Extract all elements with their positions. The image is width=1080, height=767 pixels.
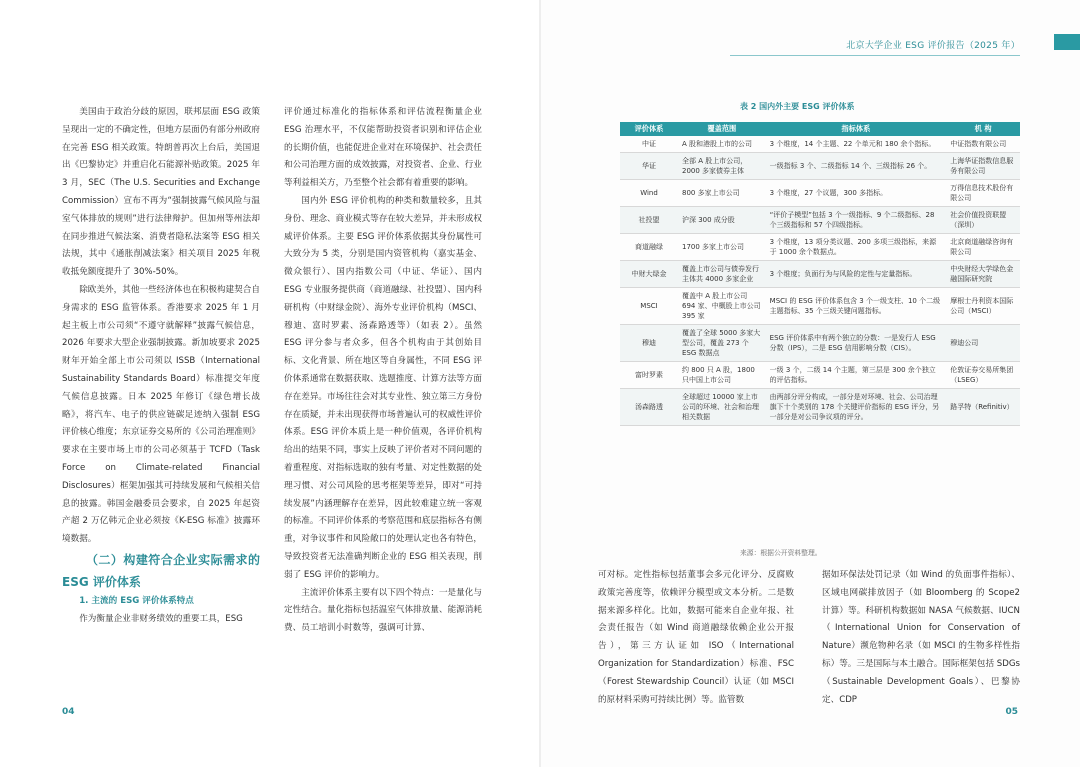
table-cell: 上海华证指数信息服务有限公司 — [946, 153, 1020, 180]
table-cell: 全部 A 股上市公司，2000 多家债券主体 — [678, 153, 766, 180]
table-cell: 由两部分评分构成，一部分是对环境、社会、公司治理旗下十个类别的 178 个关键评价指标的 ESG 评分，另一部分是对公司争议项的评分。 — [766, 389, 947, 426]
table-cell: 覆盖上市公司与债券发行主体共 4000 多家企业 — [678, 261, 766, 288]
table-cell: A 股和港股上市的公司 — [678, 136, 766, 153]
left-column-1 — [62, 104, 260, 629]
table-cell: “评价子模型”包括 3 个一级指标、9 个二级指标、28 个三级指标和 57 个四级指标。 — [766, 207, 947, 234]
table-cell: 一级 3 个，二级 14 个主题，第三层是 300 余个独立的评估指标。 — [766, 362, 947, 389]
table-cell: 社会价值投资联盟（深圳） — [946, 207, 1020, 234]
paragraph-four-features: 主流评价体系主要有以下四个特点：一是量化与定性结合。量化指标包括温室气体排放量、能源消耗费、员工培训小时数等，强调可计算、 — [284, 587, 482, 634]
page-number-right: 05 — [1005, 707, 1018, 717]
table-cell: 一级指标 3 个、二级指标 14 个、三级指标 26 个。 — [766, 153, 947, 180]
left-column-2 — [284, 104, 482, 638]
table-row — [620, 207, 1020, 234]
header-accent-bar — [1054, 34, 1080, 50]
table-row — [620, 136, 1020, 153]
table-cell: 汤森路透 — [620, 389, 678, 426]
table-cell: 覆盖了全球 5000 多家大型公司，覆盖 273 个 ESG 数据点 — [678, 325, 766, 362]
table-cell: 800 多家上市公司 — [678, 180, 766, 207]
table-row — [620, 234, 1020, 261]
table-cell: 富时罗素 — [620, 362, 678, 389]
table-cell: 3 个维度，14 个主题、22 个单元和 180 余个指标。 — [766, 136, 947, 153]
table-cell: 商道融绿 — [620, 234, 678, 261]
table-cell: ESG 评价体系中有两个独立的分数：一是发行人 ESG 分数（IPS），二是 ESG 信用影响分数（CIS）。 — [766, 325, 947, 362]
table-cell: 中央财经大学绿色金融国际研究院 — [946, 261, 1020, 288]
table-cell: 摩根士丹利资本国际公司（MSCI） — [946, 288, 1020, 325]
paragraph-col1-tail: 作为衡量企业非财务绩效的重要工具，ESG — [79, 613, 243, 624]
table-cell: MSCI 的 ESG 评价体系包含 3 个一级支柱、10 个二级主题指标、35 个三级关键问题指标。 — [766, 288, 947, 325]
section-title: （二）构建符合企业实际需求的 ESG 评价体系 — [62, 552, 260, 589]
table-cell: 华证 — [620, 153, 678, 180]
right-column-1 — [598, 567, 794, 709]
table-header-cell: 评价体系 — [620, 122, 678, 136]
table-cell: 3 个维度，13 项分类议题、200 多项三级指标，来源于 1000 余个数据点。 — [766, 234, 947, 261]
paragraph-esg-evaluation: 评价通过标准化的指标体系和评估流程衡量企业 ESG 治理水平，不仅能帮助投资者识别和评估企业的长期价值，也能促进企业对在环境保护、社会责任和公司治理方面的成效披露，对投资者、企业、行业等利益相关方，乃至整个社会都有着重要的影响。 — [284, 107, 482, 189]
table-cell: 中财大绿金 — [620, 261, 678, 288]
source-note: 来源：根据公开资料整理。 — [740, 549, 822, 557]
table-body — [620, 136, 1020, 426]
header-rule — [730, 55, 1020, 56]
table-row — [620, 389, 1020, 426]
header-title: 北京大学企业 ESG 评价报告（2025 年） — [846, 41, 1020, 51]
table-cell: 路孚特（Refinitiv） — [946, 389, 1020, 426]
paragraph-us-policy: 美国由于政治分歧的原因，联邦层面 ESG 政策呈现出一定的不确定性，但地方层面仍有部分州政府在完善 ESG 相关政策。特朗普再次上台后，美国退出《巴黎协定》并重启化石能源补贴政策。2025 年 3 月，SEC（The U.S. Securities and Exchange Commission）宣布不再为“强制披露气候风险与温室气体排放的规则”进行法律辩护。但加州等州法却在同步推进气候法案、消费者隐私法案等 ESG 相关法规，其中《通胀削减法案》相关项目 2025 年税收抵免额度提升了 30%-50%。 — [62, 107, 260, 278]
table-cell: 穆迪 — [620, 325, 678, 362]
table-cell: 社投盟 — [620, 207, 678, 234]
table-row — [620, 288, 1020, 325]
paragraph-data-sources: 可对标。定性指标包括董事会多元化评分、反腐败政策完善度等，依赖评分模型或文本分析。二是数据来源多样化。比如，数据可能来自企业年报、社会责任报告（如 Wind 商道融绿依赖企业公开报告），第三方认证如 ISO（International Organization for Standardization）标准、FSC（Forest Stewardship Council）认证（如 MSCI 的原材料采购可持续比例）等。监管数 — [598, 570, 794, 705]
table-header-cell: 覆盖范围 — [678, 122, 766, 136]
page-number-left: 04 — [62, 707, 75, 717]
table-cell: 1700 多家上市公司 — [678, 234, 766, 261]
table-title: 表 2 国内外主要 ESG 评价体系 — [740, 102, 855, 111]
table-header-row — [620, 122, 1020, 136]
table-cell: 伦敦证券交易所集团（LSEG） — [946, 362, 1020, 389]
table-header-cell: 机 构 — [946, 122, 1020, 136]
table-row — [620, 180, 1020, 207]
sub-title: 1. 主流的 ESG 评价体系特点 — [79, 595, 194, 606]
paragraph-integration: 据如环保法处罚记录（如 Wind 的负面事件指标）、区域电网碳排放因子（如 Bloomberg 的 Scope2 计算）等。科研机构数据如 NASA 气候数据、IUCN（International Union for Conservation of Nature）濒危物种名录（如 MSCI 的生物多样性指标）等。三是国际与本土融合。国际框架包括 SDGs（Sustainable Development Goals）、巴黎协定、CDP — [822, 570, 1020, 705]
table-cell: MSCI — [620, 288, 678, 325]
table-row — [620, 362, 1020, 389]
table-cell: 约 800 只 A 股，1800 只中国上市公司 — [678, 362, 766, 389]
table-cell: 全球超过 10000 家上市公司的环境、社会和治理相关数据 — [678, 389, 766, 426]
table-row — [620, 261, 1020, 288]
esg-systems-table — [620, 122, 1020, 426]
table-cell: 3 个维度，27 个议题，300 多指标。 — [766, 180, 947, 207]
table-cell: 中证 — [620, 136, 678, 153]
table-cell: 沪深 300 成分股 — [678, 207, 766, 234]
book-spine — [539, 0, 541, 767]
right-column-2 — [822, 567, 1020, 709]
table-cell: Wind — [620, 180, 678, 207]
table-row — [620, 325, 1020, 362]
table-header-cell: 指标体系 — [766, 122, 947, 136]
table-row — [620, 153, 1020, 180]
table-cell: 覆盖中 A 股上市公司 694 家、中概股上市公司 395 家 — [678, 288, 766, 325]
table-cell: 3 个维度；负面行为与风险的定性与定量指标。 — [766, 261, 947, 288]
table-cell: 北京商道融绿咨询有限公司 — [946, 234, 1020, 261]
table-cell: 中证指数有限公司 — [946, 136, 1020, 153]
table-cell: 万得信息技术股份有限公司 — [946, 180, 1020, 207]
paragraph-evaluation-agencies: 国内外 ESG 评价机构的种类和数量较多，且其身份、理念、商业模式等存在较大差异，并未形成权威评价体系。主要 ESG 评价体系依据其身份属性可大致分为 5 类，分别是国内资管机构（嘉实基金、微众银行）、国内指数公司（中证、华证）、国内 ESG 专业服务提供商（商道融绿、社投盟）、国内科研机构（中财绿金院）、海外专业评价机构（MSCI、穆迪、富时罗素、汤森路透等）（如表 2）。虽然 ESG 评分参与者众多，但各个机构由于其创始目标、文化背景、所在地区等自身属性，不同 ESG 评价体系通常在数据获取、选题推度、计算方法等方面存在差异。市场往往会对其专业性、独立第三方身份存在质疑，并未出现获得市场普遍认可的权威性评价体系。ESG 评价本质上是一种价值观，各评价机构给出的结果不同，事实上反映了评价者对不同问题的着重程度、对指标选取的独有考量、对定性数据的处理习惯、对公司风险的思考框架等差异，即对“可持续发展”内涵理解存在差异，因此较难建立统一客观的标准。不同评价体系的考察范围和底层指标各有侧重，对争议事件和风险敞口的处理认定也各有特色，导致投资者无法准确判断企业的 ESG 相关表现，削弱了 ESG 评价的影响力。 — [284, 195, 482, 580]
table-cell: 穆迪公司 — [946, 325, 1020, 362]
paragraph-other-economies: 除欧美外，其他一些经济体也在积极构建契合自身需求的 ESG 监管体系。香港要求 2025 年 1 月起主板上市公司须“不遵守就解释”披露气候信息，2026 年要求大型企业强制披露。新加坡要求 2025 财年开始全部上市公司须以 ISSB（International Sustainability Standards Board）标准提交年度气候信息披露。日本 2025 年修订《绿色增长战略》，将汽车、电子的供应链碳足迹纳入强制 ESG 评价核心维度；东京证券交易所的《公司治理准则》要求在主要市场上市的公司必须基于 TCFD（Task Force on Climate-related Financial Disclosures）框架加强其可持续发展和气候相关信息的披露。韩国金融委员会要求，自 2025 年起资产超 2 万亿韩元企业必须按《K-ESG 标准》披露环境数据。 — [62, 284, 260, 545]
